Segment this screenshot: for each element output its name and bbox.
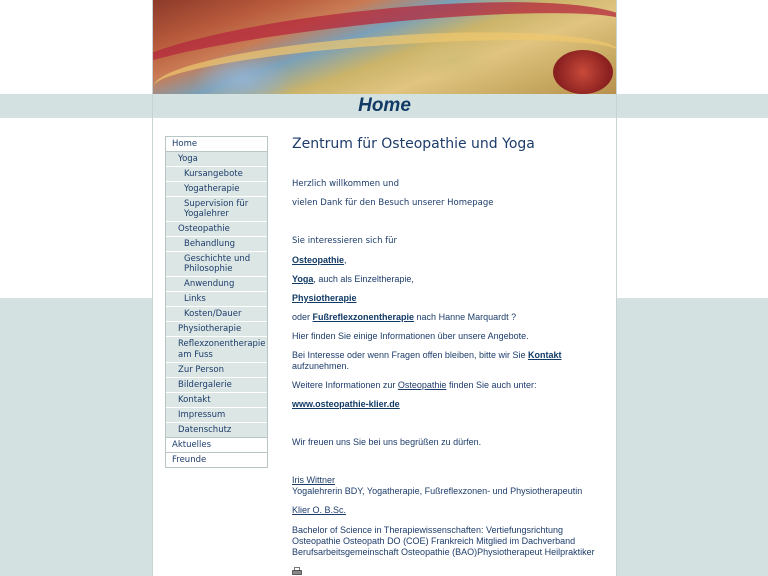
osteopathie-info-link[interactable]: Osteopathie — [397, 380, 447, 390]
person1-name-link[interactable]: Iris Wittner — [292, 475, 336, 485]
nav-item-datenschutz[interactable]: Datenschutz — [166, 423, 267, 438]
welcome-text-2: vielen Dank für den Besuch unserer Homepage — [292, 198, 494, 208]
yoga-line: Yoga, auch als Einzeltherapie, — [292, 274, 414, 284]
reflex-line: oder Fußreflexzonentherapie nach Hanne Marquardt ? — [292, 312, 517, 322]
more-info-line: Weitere Informationen zur Osteopathie finden Sie auch unter: — [292, 380, 537, 390]
person2-desc-1: Bachelor of Science in Therapiewissenschaften: Vertiefungsrichtung — [292, 525, 563, 535]
nav-item-kosten[interactable]: Kosten/Dauer — [166, 307, 267, 322]
sidebar-nav — [165, 136, 268, 468]
nav-item-links[interactable]: Links — [166, 292, 267, 307]
kontakt-link[interactable]: Kontakt — [527, 350, 562, 360]
nav-item-osteopathie[interactable]: Osteopathie — [166, 222, 267, 237]
physio-line — [292, 293, 607, 304]
nav-item-yoga[interactable]: Yoga — [166, 152, 267, 167]
yoga-link[interactable]: Yoga — [292, 274, 314, 284]
content-heading: Zentrum für Osteopathie und Yoga — [292, 136, 535, 152]
contact-suffix: aufzunehmen. — [292, 361, 350, 371]
nav-item-physiotherapie[interactable]: Physiotherapie — [166, 322, 267, 337]
nav-item-home[interactable]: Home — [166, 137, 267, 152]
interest-text: Sie interessieren sich für — [292, 236, 398, 246]
person2-line — [292, 505, 607, 516]
person2-name-link[interactable]: Klier O. B.Sc. — [292, 505, 347, 515]
nav-item-kontakt[interactable]: Kontakt — [166, 393, 267, 408]
greeting-text: Wir freuen uns Sie bei uns begrüßen zu dürfen. — [292, 437, 482, 447]
nav-item-behandlung[interactable]: Behandlung — [166, 237, 267, 252]
website-link[interactable]: www.osteopathie-klier.de — [292, 399, 400, 409]
nav-item-impressum[interactable]: Impressum — [166, 408, 267, 423]
nav-item-geschichte[interactable]: Geschichte und Philosophie — [166, 252, 267, 277]
website-line — [292, 399, 607, 410]
person2-desc-2: Osteopathie Osteopath DO (COE) Frankreich Mitglied im Dachverband — [292, 536, 576, 546]
nav-item-bildergalerie[interactable]: Bildergalerie — [166, 378, 267, 393]
person1-line — [292, 475, 607, 486]
page-container — [152, 0, 617, 576]
nav-item-zur-person[interactable]: Zur Person — [166, 363, 267, 378]
nav-item-supervision[interactable]: Supervision für Yogalehrer — [166, 197, 267, 222]
osteopathie-link[interactable]: Osteopathie — [292, 255, 345, 265]
contact-line: Bei Interesse oder wenn Fragen offen bleiben, bitte wir Sie Kontakt — [292, 350, 562, 360]
main-content — [292, 134, 607, 558]
welcome-text-1: Herzlich willkommen und — [292, 179, 399, 189]
info-text: Hier finden Sie einige Informationen über unsere Angebote. — [292, 331, 529, 341]
physiotherapie-link[interactable]: Physiotherapie — [292, 293, 357, 303]
fussreflexzonentherapie-link[interactable]: Fußreflexzonentherapie — [312, 312, 415, 322]
person1-desc: Yogalehrerin BDY, Yogatherapie, Fußreflexzonen- und Physiotherapeutin — [292, 486, 583, 496]
page-title-bar — [153, 94, 616, 118]
header-banner-image — [153, 0, 616, 94]
nav-item-kursangebote[interactable]: Kursangebote — [166, 167, 267, 182]
nav-item-aktuelles[interactable]: Aktuelles — [166, 438, 267, 453]
osteo-line: Osteopathie, — [292, 255, 347, 265]
nav-item-yogatherapie[interactable]: Yogatherapie — [166, 182, 267, 197]
nav-item-anwendung[interactable]: Anwendung — [166, 277, 267, 292]
nav-item-freunde[interactable]: Freunde — [166, 453, 267, 468]
nav-item-reflexzonentherapie[interactable]: Reflexzonentherapie am Fuss — [166, 337, 267, 363]
print-icon[interactable] — [292, 567, 302, 576]
page-title: Home — [358, 95, 411, 116]
person2-desc-3: Berufsarbeitsgemeinschaft Osteopathie (BAO)Physiotherapeut Heilpraktiker — [292, 547, 595, 557]
